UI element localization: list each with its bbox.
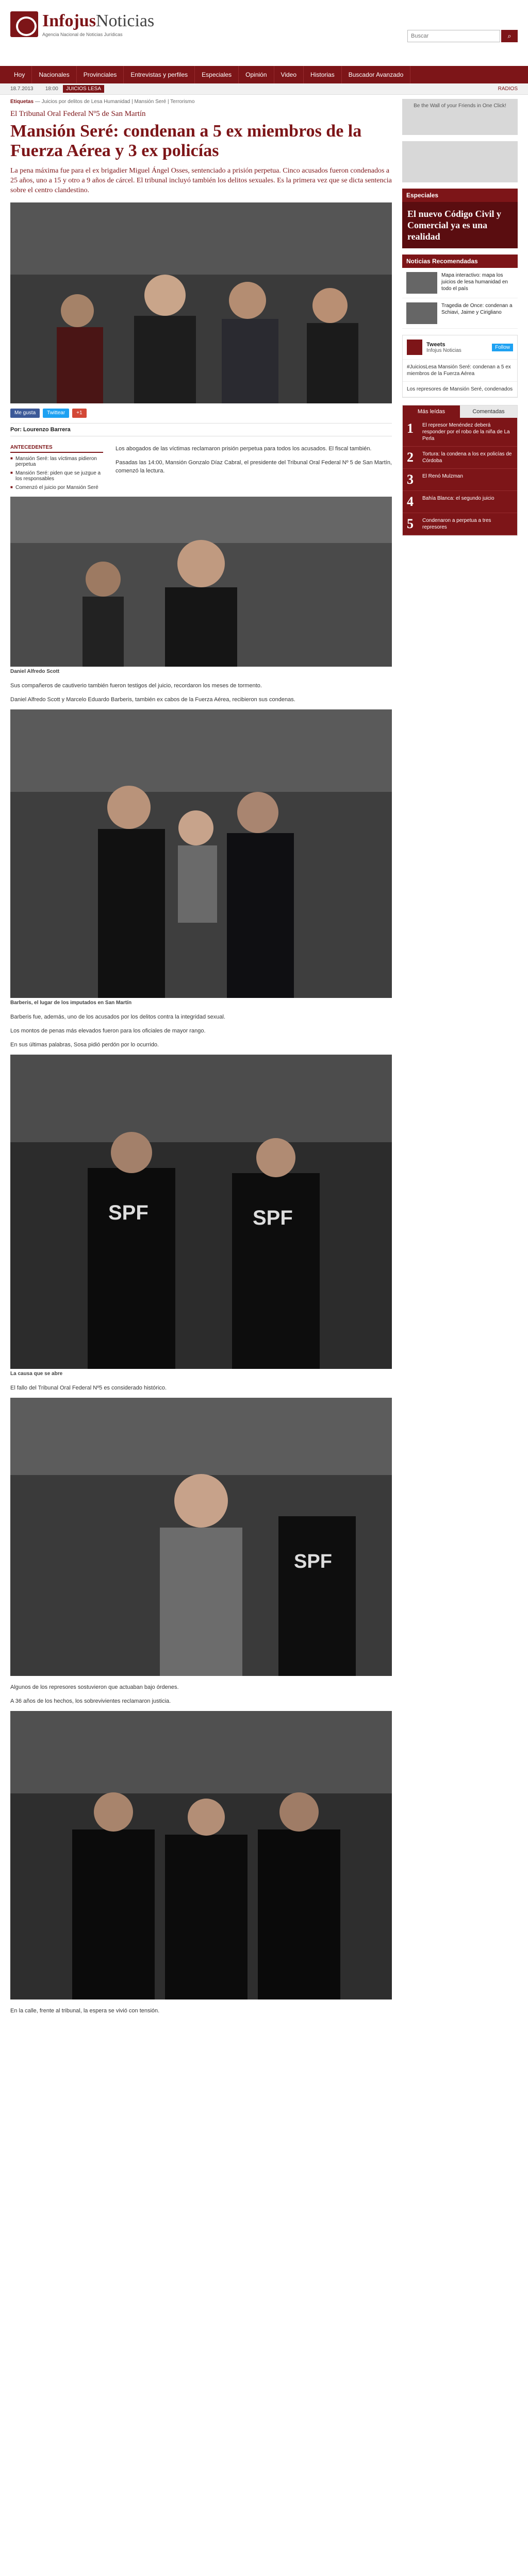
nav-item[interactable]: Nacionales	[32, 66, 76, 83]
article-headline: Mansión Seré: condenan a 5 ex miembros de la Fuerza Aérea y 3 ex policías	[10, 122, 362, 160]
photo-caption: Barberis, el lugar de los imputados en San Martín	[10, 1000, 132, 1006]
nav-item[interactable]: Video	[274, 66, 304, 83]
tweets-widget	[402, 335, 518, 398]
date-label: 18.7.2013	[10, 86, 34, 92]
search-button[interactable]	[501, 30, 518, 42]
codigo-civil-banner[interactable]: El nuevo Código Civil y Comercial ya es una realidad	[402, 202, 518, 248]
related-links-box	[10, 445, 103, 494]
related-link[interactable]: ■ Mansión Seré: piden que se juzgue a los responsables	[10, 470, 103, 482]
rank-number: 2	[407, 450, 414, 465]
time-label: 18:00	[45, 86, 58, 92]
paragraph: Los abogados de las víctimas reclamaron prisión perpetua para todos los acusados. El fiscal también.	[116, 446, 372, 452]
article-lead: La pena máxima fue para el ex brigadier Miguel Ángel Osses, sentenciado a prisión perpetua. Cinco acusados fueron condenados a 25 años, uno a 15 y otro a 9 años de cárcel. El tribunal incluyó también los delitos sexuales. Es la primera vez que se dicta sentencia sobre el centro clandestino.	[10, 167, 392, 194]
nav-item[interactable]: Buscador Avanzado	[342, 66, 411, 83]
photo-defendant	[10, 1398, 392, 1676]
photo-scott	[10, 497, 392, 667]
rec-title: Mapa interactivo: mapa los juicios de lesa humanidad en todo el país	[441, 273, 508, 292]
tab-most-read[interactable]: Más leídas	[403, 405, 460, 418]
photo-caption: La causa que se abre	[10, 1371, 63, 1377]
most-read-item[interactable]	[403, 418, 517, 447]
most-read-title: Tortura: la condena a los ex policías de Córdoba	[422, 451, 512, 464]
breadcrumb-label: Etiquetas	[10, 99, 34, 105]
most-read-item[interactable]	[403, 447, 517, 469]
specials-title: Especiales	[402, 189, 518, 202]
site-header	[0, 0, 528, 66]
photo-barberis	[10, 709, 392, 998]
most-read-item[interactable]	[403, 469, 517, 491]
section-tag[interactable]: JUICIOS LESA	[63, 85, 104, 93]
tab-most-commented[interactable]: Comentadas	[460, 405, 517, 418]
gplus-button[interactable]: +1	[72, 409, 86, 418]
sub-nav	[0, 83, 528, 95]
search-input[interactable]	[407, 30, 500, 42]
svg-text:SPF: SPF	[253, 1207, 293, 1229]
ad-banner[interactable]	[402, 141, 518, 182]
paragraph: Sus compañeros de cautiverio también fueron testigos del juicio, recordaron los meses de tormento.	[10, 683, 262, 689]
rank-number: 5	[407, 516, 414, 531]
facebook-like-button[interactable]: Me gusta	[10, 409, 40, 418]
article-main	[10, 99, 392, 2576]
rec-thumbnail	[406, 272, 437, 294]
recommended-item[interactable]	[402, 298, 518, 329]
logo-text: InfojusNoticias	[42, 11, 155, 30]
paragraph: Algunos de los represores sostuvieron que actuaban bajo órdenes.	[10, 1684, 179, 1690]
rank-number: 1	[407, 421, 414, 436]
paragraph: A 36 años de los hechos, los sobrevivientes reclamaron justicia.	[10, 1698, 171, 1704]
paragraph: Pasadas las 14:00, Mansión Gonzalo Díaz Cabral, el presidente del Tribunal Oral Federal Nº 5 de San Martín, comenzó la lectura.	[116, 460, 392, 474]
most-read-title: El Renó Mulzman	[422, 473, 463, 479]
rec-thumbnail	[406, 302, 437, 324]
tweet[interactable]: Los represores de Mansión Seré, condenados	[403, 382, 517, 397]
svg-text:SPF: SPF	[108, 1201, 148, 1224]
breadcrumb: Etiquetas — Juicios por delitos de Lesa Humanidad | Mansión Seré | Terrorismo	[10, 99, 195, 105]
main-nav	[0, 66, 528, 83]
logo-icon	[10, 11, 38, 37]
search-icon: ⌕	[507, 32, 512, 40]
related-link[interactable]: ■ Comenzó el juicio por Mansión Seré	[10, 485, 103, 490]
paragraph: Los montos de penas más elevados fueron para los oficiales de mayor rango.	[10, 1028, 206, 1034]
most-read-box	[402, 405, 518, 536]
nav-item[interactable]: Opinión	[239, 66, 274, 83]
paragraph: El fallo del Tribunal Oral Federal Nº5 es considerado histórico.	[10, 1385, 167, 1391]
share-bar	[10, 409, 392, 418]
twitter-follow-button[interactable]: Follow	[492, 344, 513, 351]
most-read-title: Bahía Blanca: el segundo juicio	[422, 496, 494, 501]
main-photo	[10, 202, 392, 403]
paragraph: En sus últimas palabras, Sosa pidió perdón por lo ocurrido.	[10, 1042, 159, 1048]
rank-number: 4	[407, 494, 414, 509]
article-body	[10, 445, 392, 494]
most-read-item[interactable]	[403, 513, 517, 535]
tweets-title: Tweets	[426, 341, 446, 348]
paragraph: Barberis fue, además, uno de los acusados por los delitos contra la integridad sexual.	[10, 1014, 226, 1020]
nav-item[interactable]: Especiales	[195, 66, 239, 83]
article-kicker: El Tribunal Oral Federal Nº5 de San Martín	[10, 110, 146, 118]
recommended-item[interactable]	[402, 268, 518, 298]
radios-link[interactable]: RADIOS	[498, 86, 518, 92]
twitter-share-button[interactable]: Twittear	[43, 409, 69, 418]
most-read-title: Condenaron a perpetua a tres represores	[422, 518, 491, 530]
ad-box[interactable]: Be the Wall of your Friends in One Click!	[402, 99, 518, 135]
logo-subtitle: Agencia Nacional de Noticias Jurídicas	[42, 32, 123, 37]
svg-text:SPF: SPF	[294, 1551, 332, 1572]
photo-caption: Daniel Alfredo Scott	[10, 669, 60, 674]
related-link[interactable]: ■ Mansión Seré: las víctimas pidieron perpetua	[10, 456, 103, 467]
rank-number: 3	[407, 472, 414, 487]
related-links-title: ANTECEDENTES	[10, 445, 103, 453]
photo-police-spf	[10, 1055, 392, 1369]
article-text	[116, 445, 392, 494]
tweet-account[interactable]: Infojus Noticias	[426, 347, 461, 353]
author-byline: Por: Lourenzo Barrera	[10, 423, 392, 436]
breadcrumb-items[interactable]: Juicios por delitos de Lesa Humanidad | Mansión Seré | Terrorismo	[41, 99, 195, 105]
photo-officers	[10, 1711, 392, 1999]
paragraph: Daniel Alfredo Scott y Marcelo Eduardo Barberis, también ex cabos de la Fuerza Aérea, recibieron sus condenas.	[10, 697, 295, 703]
twitter-avatar	[407, 340, 422, 355]
rec-title: Tragedia de Once: condenan a Schiavi, Jaime y Cirigliano	[441, 303, 513, 315]
tweet[interactable]: #JuiciosLesa Mansión Seré: condenan a 5 ex miembros de la Fuerza Aérea	[403, 360, 517, 382]
site-logo[interactable]	[10, 9, 155, 40]
recommended-title: Noticias Recomendadas	[402, 255, 518, 268]
most-read-item[interactable]	[403, 491, 517, 513]
most-read-title: El represor Menéndez deberá responder por el robo de la niña de La Perla	[422, 422, 510, 442]
nav-item[interactable]: Provinciales	[77, 66, 124, 83]
sidebar	[402, 99, 518, 666]
tweets-header	[403, 335, 517, 360]
nav-item[interactable]: Historias	[304, 66, 342, 83]
nav-item[interactable]: Entrevistas y perfiles	[124, 66, 195, 83]
paragraph: En la calle, frente al tribunal, la espera se vivió con tensión.	[10, 2008, 160, 2014]
nav-item[interactable]: Hoy	[7, 66, 32, 83]
